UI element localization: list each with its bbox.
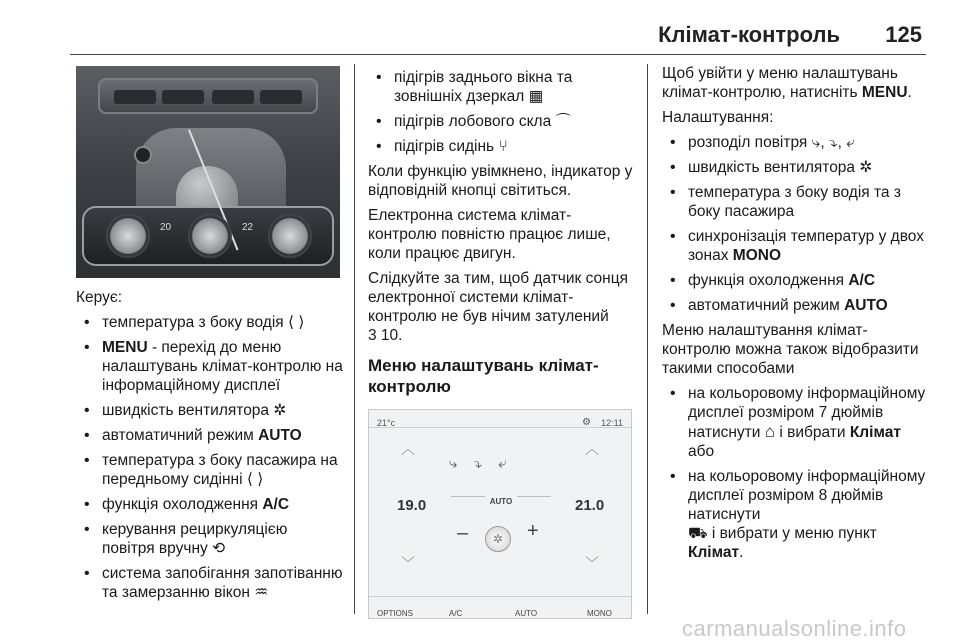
auto-label: AUTO <box>258 427 302 444</box>
column-divider-2 <box>647 64 648 614</box>
fan-dial <box>188 214 232 258</box>
list-item: • функція охолодження A/C <box>76 495 344 514</box>
list-item: • швидкість вентилятора ✲ <box>662 158 930 177</box>
list-item: • на кольоровому інформаційному дисплеї розміром 7 дюймів натиснути ⌂ і вибрати Клімат або <box>662 384 930 461</box>
heating-list <box>368 68 636 156</box>
page-header <box>0 0 960 58</box>
settings-icon: ⚙ <box>582 417 591 428</box>
list-item: • система запобігання запотіванню та замерзанню вікон ♒ <box>76 564 344 602</box>
paragraph: Налаштування: <box>662 109 774 126</box>
section-heading: Меню налаштувань клімат-контролю <box>368 356 599 396</box>
right-temp-dial <box>268 214 312 258</box>
controls-list <box>76 313 344 602</box>
panel-temp-right: 22 <box>242 222 254 233</box>
menu-label: MENU <box>861 84 908 101</box>
list-item: • автоматичний режим AUTO <box>76 426 344 445</box>
outside-temperature: 21°c <box>377 418 396 428</box>
air-vent <box>98 78 318 114</box>
climate-label: Клімат <box>849 424 901 441</box>
list-item: • функція охолодження A/C <box>662 271 930 290</box>
windscreen-heat-icon: ⌒ <box>555 113 572 130</box>
page-number: 125 <box>885 22 922 47</box>
header-divider <box>70 54 926 55</box>
menu-button-label: MENU <box>102 339 148 356</box>
list-item: • швидкість вентилятора ✲ <box>76 401 344 420</box>
console-knob <box>134 146 152 164</box>
screen-plus: + <box>527 520 539 542</box>
chevron-down-icon: ﹀ <box>585 555 599 571</box>
chevron-up-icon: ︿ <box>585 441 599 457</box>
screen-options-button: OPTIONS <box>377 609 414 618</box>
chevron-up-icon: ︿ <box>401 441 415 457</box>
list-item: • розподіл повітря ⤷, ⤵, ⤶ <box>662 133 930 152</box>
climate-panel-photo <box>76 66 340 278</box>
list-item: • підігрів заднього вікна та зовнішніх дзеркал ▦ <box>368 68 636 106</box>
paragraph: Коли функцію увімкнено, індикатор у відповідній кнопці світиться. <box>368 163 633 199</box>
screen-auto-label: AUTO <box>485 492 517 511</box>
list-item: • підігрів сидінь ⑂ <box>368 137 636 156</box>
ac-label: A/C <box>262 496 290 513</box>
seat-heat-icon: ⑂ <box>498 138 508 155</box>
list-item: • температура з боку пасажира на передньому сидінні ⟨ ⟩ <box>76 451 344 489</box>
climate-label: Клімат <box>688 544 740 561</box>
list-item: • автоматичний режим AUTO <box>662 296 930 315</box>
screen-minus: – <box>457 522 469 544</box>
paragraph: Щоб увійти у меню налаштувань клімат-контролю, натисніть MENU. <box>662 65 912 101</box>
list-item: • керування рециркуляцією повітря вручну ⟲ <box>76 520 344 558</box>
column-1 <box>76 66 344 608</box>
fan-icon: ✲ <box>859 159 873 176</box>
list-item: • підігрів лобового скла ⌒ <box>368 112 636 131</box>
screen-auto-button: AUTO <box>515 609 538 618</box>
car-menu-icon: ⛟ <box>688 525 708 542</box>
defrost-icon: ♒ <box>254 584 269 601</box>
column-2 <box>368 66 636 619</box>
screen-mono-button: MONO <box>587 609 612 618</box>
page-title: Клімат-контроль <box>658 22 840 47</box>
paragraph: Меню налаштування клімат-контролю можна також відобразити такими способами <box>662 322 919 377</box>
screen-status-bar <box>369 410 631 428</box>
page-reference-link[interactable]: 3 10. <box>368 327 403 344</box>
climate-menu-screenshot <box>368 409 632 619</box>
column-3 <box>662 66 930 568</box>
recirculation-icon: ⟲ <box>212 540 226 557</box>
temperature-knob-icon: ⟨ ⟩ <box>287 314 305 331</box>
display-methods-list <box>662 384 930 562</box>
climate-control-panel <box>82 206 334 266</box>
list-item: • синхронізація температур у двох зонах MONO <box>662 227 930 265</box>
intro-text: Керує: <box>76 289 123 306</box>
paragraph: Слідкуйте за тим, щоб датчик сонця електронної системи клімат-контролю не був нічим затулений 3 10. <box>368 270 629 344</box>
list-item: • MENU - перехід до меню налаштувань клімат-контролю на інформаційному дисплеї <box>76 338 344 395</box>
screen-ac-button: A/C <box>449 609 463 618</box>
home-icon: ⌂ <box>764 422 776 441</box>
fan-icon: ✲ <box>485 526 511 552</box>
ac-label: A/C <box>848 272 876 289</box>
list-item: • температура з боку водія та з боку пасажира <box>662 183 930 221</box>
chevron-down-icon: ﹀ <box>401 555 415 571</box>
watermark: carmanualsonline.info <box>682 616 907 641</box>
list-item: • температура з боку водія ⟨ ⟩ <box>76 313 344 332</box>
screen-clock: 12:11 <box>601 418 623 428</box>
fan-icon: ✲ <box>273 402 287 419</box>
screen-temp-right: 21.0 <box>575 497 605 514</box>
mono-label: MONO <box>732 247 782 264</box>
air-distribution-icon: ⤷, ⤵, ⤶ <box>811 134 855 151</box>
screen-button-bar <box>369 596 631 618</box>
column-divider-1 <box>354 64 355 614</box>
auto-label: AUTO <box>844 297 888 314</box>
paragraph: Електронна система клімат-контролю повністю працює лише, коли працює двигун. <box>368 207 611 262</box>
temperature-knob-icon: ⟨ ⟩ <box>246 471 264 488</box>
screen-temp-left: 19.0 <box>397 497 427 514</box>
air-distribution-icon: ⤷ ⤵ ⤶ <box>449 455 513 472</box>
panel-temp-left: 20 <box>160 222 172 233</box>
settings-list <box>662 133 930 315</box>
rear-window-heat-icon: ▦ <box>528 88 544 105</box>
list-item: • на кольоровому інформаційному дисплеї розміром 8 дюймів натиснути ⛟ і вибрати у меню пункт Клімат. <box>662 467 930 562</box>
left-temp-dial <box>106 214 150 258</box>
